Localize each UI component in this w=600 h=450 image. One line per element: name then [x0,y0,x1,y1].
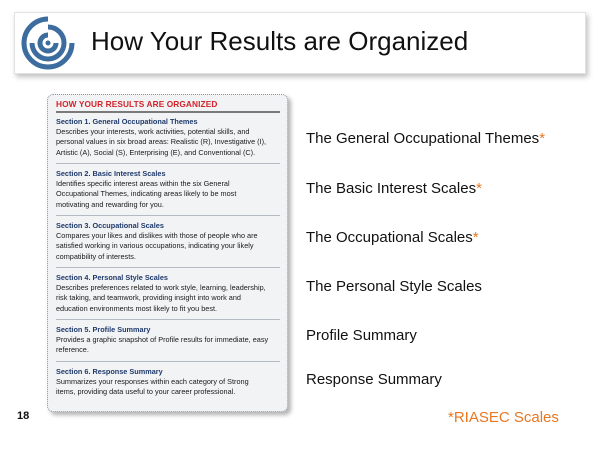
section-3-line-3: compatibility of interests. [56,251,136,261]
section-2-line-3: motivating and rewarding for you. [56,199,164,209]
section-1-title: Section 1. General Occupational Themes [56,117,198,126]
scale-item-general-occupational-themes [306,130,545,147]
section-6-line-1: Summarizes your responses within each category of Strong [56,377,249,387]
section-3-line-2: satisfied working in various occupations, indicating your likely [56,241,254,251]
scale-item-personal-style-scales [306,278,482,295]
section-4 [56,273,280,314]
section-6-line-2: items, providing data useful to your career professional. [56,387,236,397]
scale-item-label: The General Occupational Themes [306,130,540,147]
page-number: 18 [17,410,30,422]
slide-title-bar [14,12,586,74]
section-4-line-3: education environments most likely to fit you best. [56,303,218,313]
scale-item-occupational-scales [306,229,479,246]
section-6-title: Section 6. Response Summary [56,367,163,376]
section-2-title: Section 2. Basic Interest Scales [56,169,166,178]
section-divider [56,215,280,216]
slide-title: How Your Results are Organized [91,26,469,56]
section-5 [56,325,280,356]
section-1-line-1: Describes your interests, work activities, potential skills, and [56,127,250,137]
riasec-asterisk: * [476,180,482,197]
section-divider [56,267,280,268]
scale-item-label: Response Summary [306,371,442,388]
section-2 [56,169,280,210]
scale-item-label: The Personal Style Scales [306,278,482,295]
section-4-line-2: risk taking, and teamwork, providing insight into work and [56,293,241,303]
section-divider [56,361,280,362]
scale-item-profile-summary [306,327,417,344]
scale-item-label: The Basic Interest Scales [306,180,477,197]
riasec-footnote: *RIASEC Scales [448,409,559,426]
panel-header-divider [56,111,280,113]
section-6 [56,367,280,398]
section-3-title: Section 3. Occupational Scales [56,221,164,230]
section-5-line-2: reference. [56,345,89,355]
section-divider [56,319,280,320]
scale-item-label: The Occupational Scales [306,229,473,246]
section-5-title: Section 5. Profile Summary [56,325,151,334]
scale-item-label: Profile Summary [306,327,417,344]
section-2-line-1: Identifies specific interest areas within the six General [56,179,230,189]
scale-item-response-summary [306,371,442,388]
section-2-line-2: Occupational Themes, indicating areas likely to be most [56,189,237,199]
section-1 [56,117,280,158]
riasec-asterisk: * [472,229,479,246]
section-1-line-2: personal values in six broad areas: Realistic (R), Investigative (I), [56,137,267,147]
section-3-line-1: Compares your likes and dislikes with those of people who are [56,231,258,241]
riasec-asterisk: * [539,130,546,147]
results-organization-panel [47,94,288,412]
section-divider [56,163,280,164]
concentric-circles-logo-icon [21,16,75,70]
section-5-line-1: Provides a graphic snapshot of Profile results for immediate, easy [56,335,269,345]
section-3 [56,221,280,262]
section-4-title: Section 4. Personal Style Scales [56,273,168,282]
section-4-line-1: Describes preferences related to work style, learning, leadership, [56,283,266,293]
scale-item-basic-interest-scales [306,180,482,197]
section-1-line-3: Artistic (A), Social (S), Enterprising (E), and Conventional (C). [56,147,256,157]
panel-header: HOW YOUR RESULTS ARE ORGANIZED [56,99,218,109]
